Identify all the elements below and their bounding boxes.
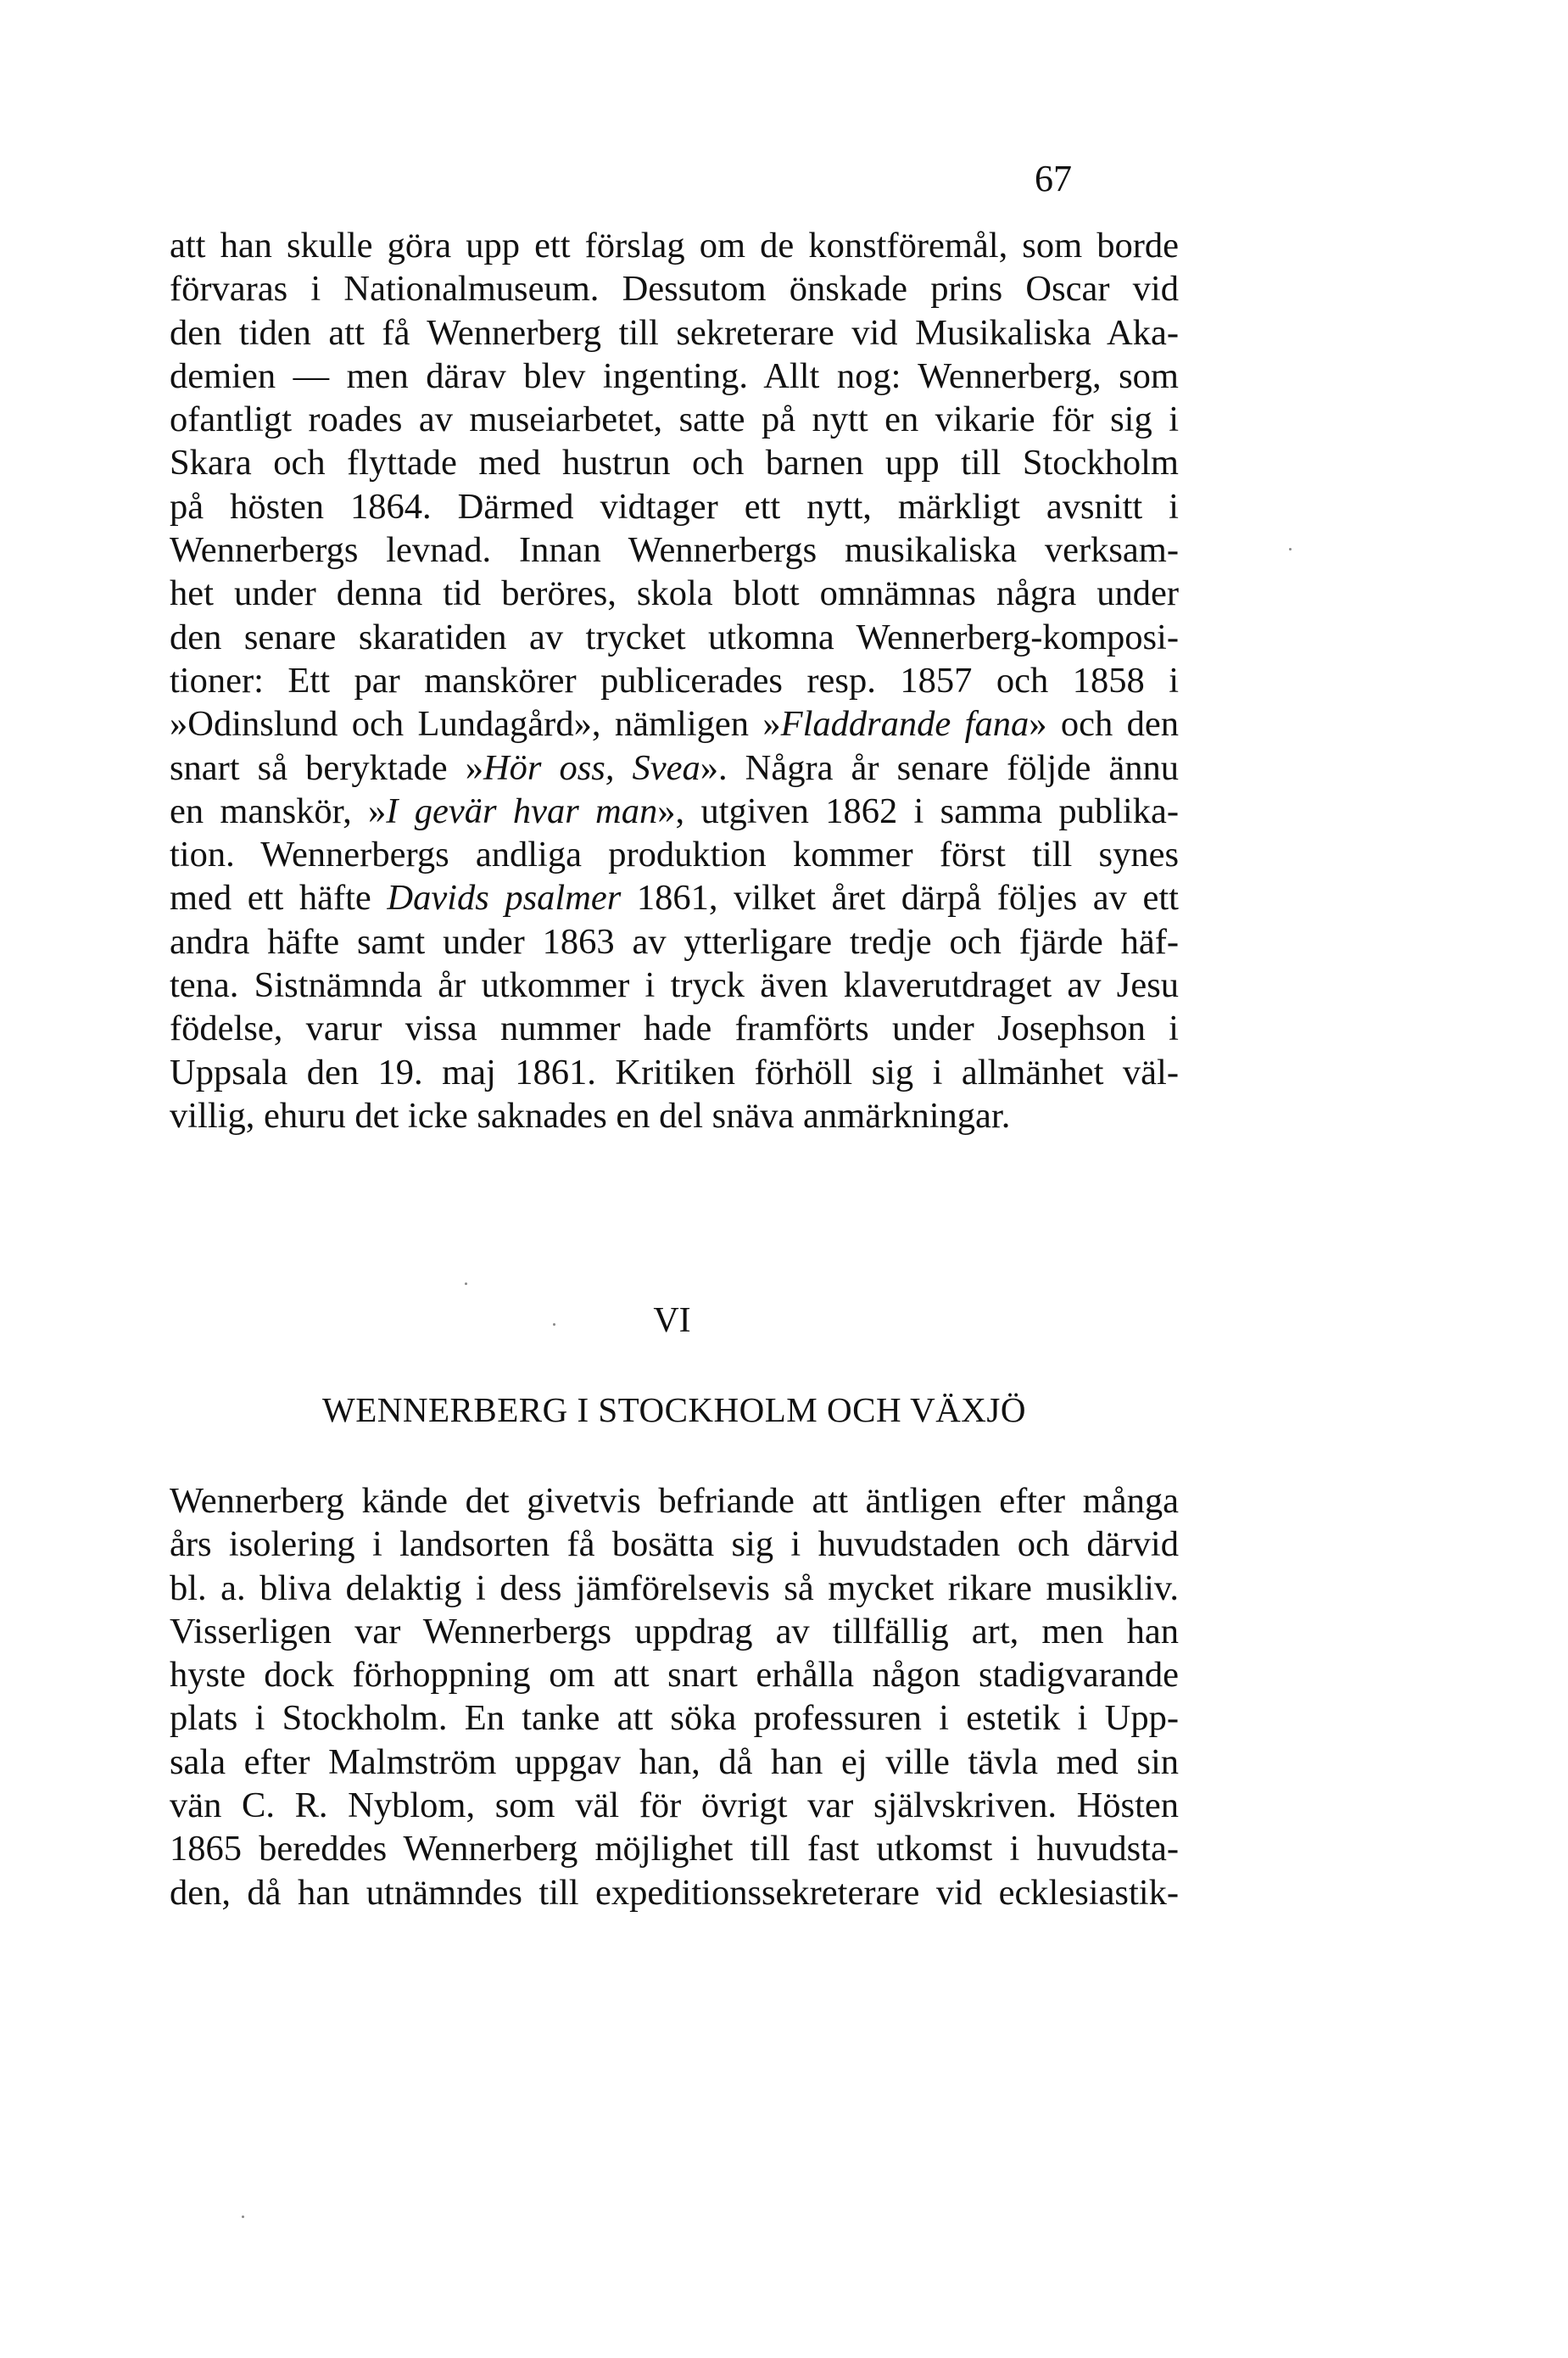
- print-speck: [465, 1282, 467, 1285]
- text-run: en manskör, »: [170, 791, 387, 831]
- text-line: [170, 876, 1179, 919]
- text-line: den, då han utnämndes till expeditionssekreterare vid ecklesiastik-: [170, 1872, 1179, 1913]
- text-run: 1861, vilket året därpå följes av ett: [621, 878, 1179, 919]
- text-run: snart så beryktade »: [170, 747, 483, 788]
- text-line: förvaras i Nationalmuseum. Dessutom önskade prins Oscar vid: [170, 269, 1179, 310]
- section-number: VI: [653, 1301, 691, 1340]
- text-line: demien — men därav blev ingenting. Allt nog: Wennerberg, som: [170, 355, 1179, 396]
- text-line: [170, 702, 1179, 746]
- text-line: [170, 746, 1179, 790]
- song-title: Hör oss, Svea: [483, 747, 700, 788]
- text-line: andra häfte samt under 1863 av ytterligare tredje och fjärde häf-: [170, 921, 1179, 962]
- work-title: Davids psalmer: [387, 878, 622, 919]
- print-speck: [242, 2216, 244, 2218]
- text-run: » och den: [1029, 704, 1179, 745]
- text-line: den tiden att få Wennerberg till sekreterare vid Musikaliska Aka-: [170, 312, 1179, 353]
- text-line: bl. a. bliva delaktig i dess jämförelsevis så mycket rikare musikliv.: [170, 1567, 1179, 1608]
- text-line: vän C. R. Nyblom, som väl för övrigt var självskriven. Hösten: [170, 1785, 1179, 1826]
- text-line: tena. Sistnämnda år utkommer i tryck även klaverutdraget av Jesu: [170, 965, 1179, 1006]
- section-heading: WENNERBERG I STOCKHOLM OCH VÄXJÖ: [322, 1390, 1026, 1429]
- text-line: tion. Wennerbergs andliga produktion kommer först till synes: [170, 835, 1179, 875]
- text-line: ofantligt roades av museiarbetet, satte på nytt en vikarie för sig i: [170, 400, 1179, 440]
- text-line: Visserligen var Wennerbergs uppdrag av tillfällig art, men han: [170, 1611, 1179, 1651]
- text-line: på hösten 1864. Därmed vidtager ett nytt, märkligt avsnitt i: [170, 486, 1179, 527]
- song-title: Fladdrande fana: [780, 704, 1030, 745]
- text-run: med ett häfte: [170, 878, 388, 919]
- text-run: ». Några år senare följde ännu: [700, 747, 1179, 788]
- text-line: tioner: Ett par manskörer publicerades resp. 1857 och 1858 i: [170, 660, 1179, 701]
- page-number: 67: [1035, 158, 1072, 199]
- text-line: 1865 bereddes Wennerberg möjlighet till fast utkomst i huvudsta-: [170, 1829, 1179, 1869]
- text-line: villig, ehuru det icke saknades en del snäva anmärkningar.: [170, 1095, 1011, 1136]
- text-line: födelse, varur vissa nummer hade framförts under Josephson i: [170, 1009, 1179, 1049]
- text-line: sala efter Malmström uppgav han, då han ej ville tävla med sin: [170, 1741, 1179, 1782]
- print-speck: [553, 1323, 555, 1326]
- paragraph-2: [170, 1479, 1179, 1914]
- text-run: »Odinslund och Lundagård», nämligen »: [170, 704, 781, 745]
- text-line: Skara och flyttade med hustrun och barnen upp till Stockholm: [170, 443, 1179, 483]
- text-line: den senare skaratiden av trycket utkomna Wennerberg-komposi-: [170, 617, 1179, 657]
- text-line: hyste dock förhoppning om att snart erhålla någon stadigvarande: [170, 1655, 1179, 1696]
- song-title: I gevär hvar man: [386, 791, 658, 831]
- text-line: års isolering i landsorten få bosätta sig i huvudstaden och därvid: [170, 1524, 1179, 1565]
- text-line: Wennerbergs levnad. Innan Wennerbergs musikaliska verksam-: [170, 530, 1179, 571]
- text-run: », utgiven 1862 i samma publika-: [657, 791, 1179, 831]
- text-line: plats i Stockholm. En tanke att söka professuren i estetik i Upp-: [170, 1698, 1179, 1739]
- text-line: het under denna tid beröres, skola blott omnämnas några under: [170, 573, 1179, 614]
- print-speck: [1289, 548, 1292, 550]
- text-line: att han skulle göra upp ett förslag om de konstföremål, som borde: [170, 226, 1179, 265]
- paragraph-1: [170, 224, 1179, 1137]
- text-line: Wennerberg kände det givetvis befriande att äntligen efter många: [170, 1481, 1179, 1521]
- text-line: [170, 790, 1179, 833]
- text-line: Uppsala den 19. maj 1861. Kritiken förhöll sig i allmänhet väl-: [170, 1052, 1179, 1092]
